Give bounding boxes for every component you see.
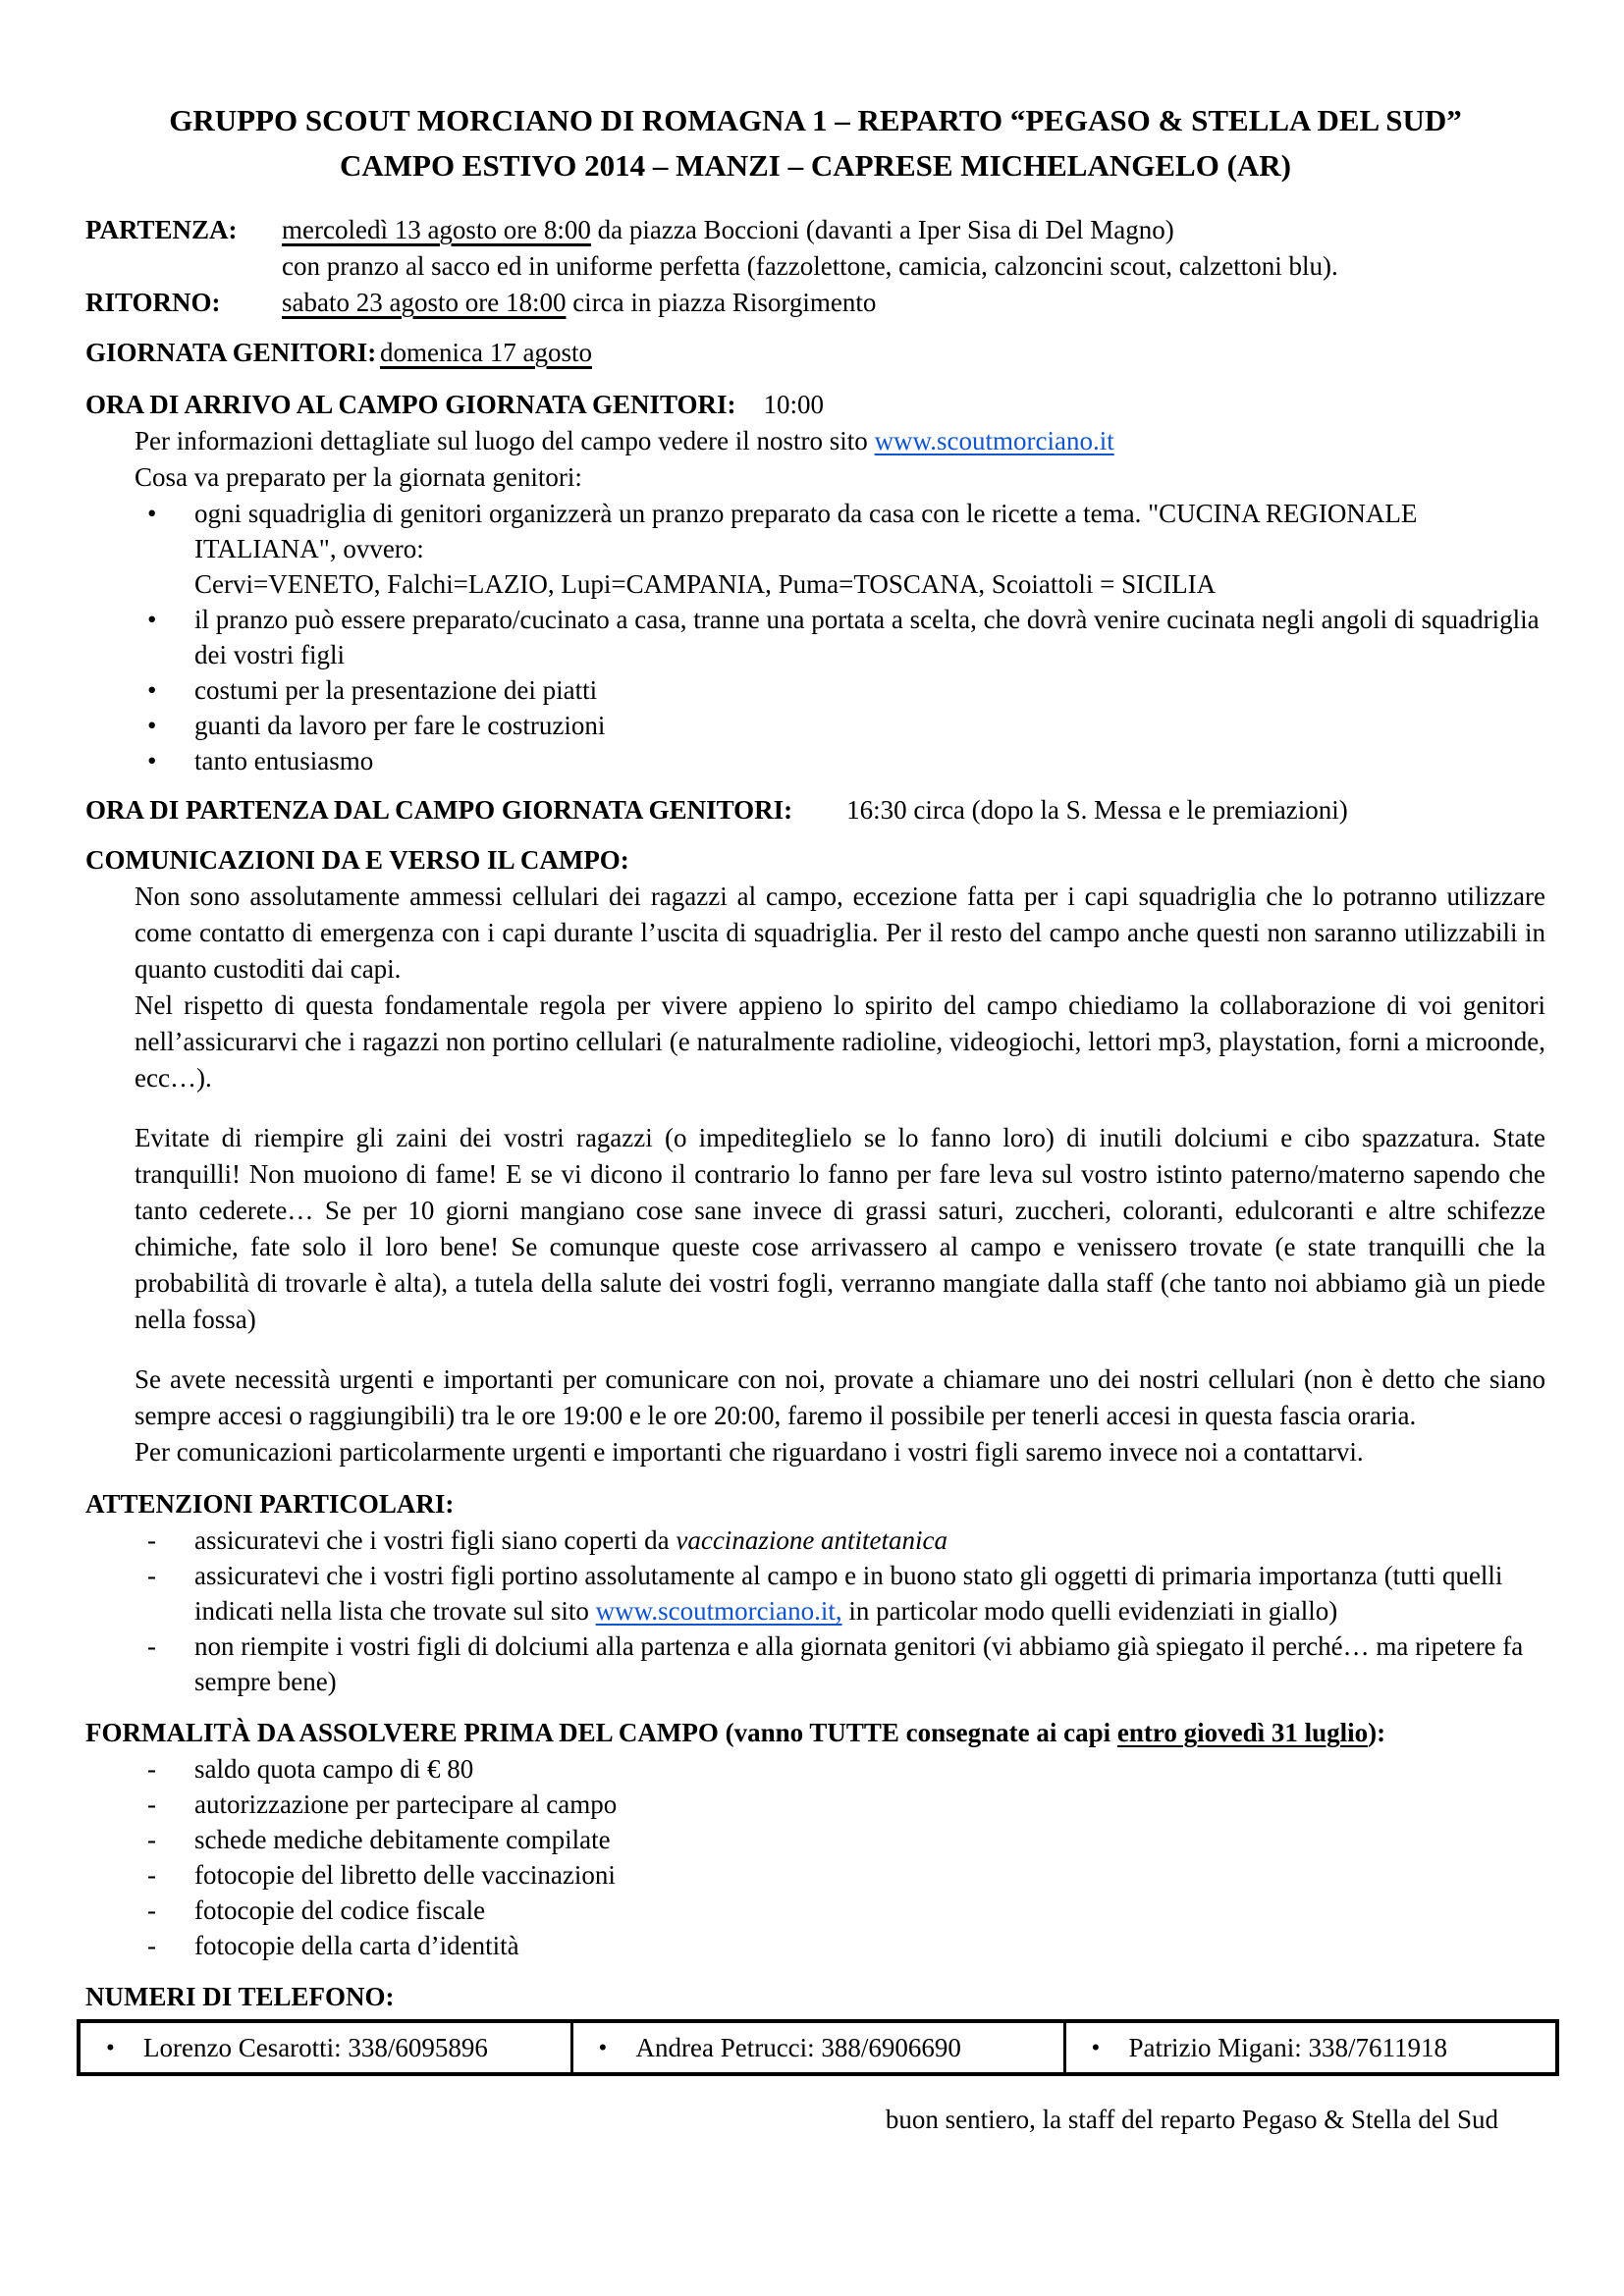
partenza-row-2 [85,248,1545,285]
bullet-text: • costumi per la presentazione dei piatti [194,675,598,705]
title-line-2: CAMPO ESTIVO 2014 – MANZI – CAPRESE MICHELANGELO (AR) [339,148,1292,183]
phone-contact: • Patrizio Migani: 338/7611918 [1066,2030,1556,2066]
list-item: - fotocopie del codice fiscale [147,1893,1545,1928]
scoutmorciano-link[interactable]: www.scoutmorciano.it [874,426,1114,455]
phone-contact: • Andrea Petrucci: 388/6906690 [573,2030,1063,2066]
list-item: - saldo quota campo di € 80 [147,1751,1545,1787]
ritorno-date: sabato 23 agosto ore 18:00 [282,288,567,317]
paragraph: Nel rispetto di questa fondamentale regola per vivere appieno lo spirito del campo chiediamo la collaborazione di voi genitori nell’assicurarvi che i ragazzi non portino cellulari (e naturalmente radioline, videogiochi, lettori mp3, playstation, forni a microonde, ecc…). [135,990,1545,1093]
table-row [79,2021,1557,2074]
arrivo-time: 10:00 [763,390,825,419]
formalita-section [85,1715,1545,1963]
deadline-text: entro giovedì 31 luglio [1116,1718,1369,1747]
list-item [147,1629,1545,1699]
list-item: - assicuratevi che i vostri figli portino assolutamente al campo e in buono stato gli oggetti di primaria importanza (tutti quelli indicati nella lista che trovate sul sito www.scoutmorciano.it, in particolar modo quelli evidenziati in giallo) [147,1558,1545,1629]
document-title [85,98,1545,188]
partenza-campo-heading: ORA DI PARTENZA DAL CAMPO GIORNATA GENITORI: [85,795,793,825]
list-item [147,743,1545,778]
list-item: - assicuratevi che i vostri figli siano coperti da vaccinazione antitetanica [147,1522,1545,1558]
telefoni-heading: NUMERI DI TELEFONO: [85,1982,395,2011]
partenza-value [282,212,1545,248]
giornata-genitori-value: domenica 17 agosto [380,338,592,367]
closing-signature: buon sentiero, la staff del reparto Pegaso & Stella del Sud [885,2105,1498,2134]
dash-text: - non riempite i vostri figli di dolciumi alla partenza e alla giornata genitori (vi abbiamo già spiegato il perché… ma ripetere fa sempre bene) [194,1631,1524,1696]
giornata-genitori-label: GIORNATA GENITORI: [85,338,377,367]
bullet-text-line2: Cervi=VENETO, Falchi=LAZIO, Lupi=CAMPANIA, Puma=TOSCANA, Scoiattoli = SICILIA [194,569,1217,599]
list-item [147,496,1545,602]
italic-text: vaccinazione antitetanica [676,1525,948,1555]
partenza-label: PARTENZA: [85,215,238,244]
partenza-label-spacer [85,248,282,285]
formalita-heading: FORMALITÀ DA ASSOLVERE PRIMA DEL CAMPO (vanno TUTTE consegnate ai capi entro giovedì 31 luglio): [85,1718,1386,1747]
comunicazioni-section [85,842,1545,1470]
list-item: - fotocopie del libretto delle vaccinazioni [147,1857,1545,1893]
formalita-list [147,1751,1545,1963]
phone-contact: • Lorenzo Cesarotti: 338/6095896 [81,2030,570,2066]
ritorno-label: RITORNO: [85,288,221,317]
arrivo-info-line: Per informazioni dettagliate sul luogo del campo vedere il nostro sito www.scoutmorciano.it [135,426,1114,455]
partenza-place: da piazza Boccioni (davanti a Iper Sisa di Del Magno) [590,215,1174,244]
bullet-text: • ogni squadriglia di genitori organizzerà un pranzo preparato da casa con le ricette a tema. "CUCINA REGIONALE ITALIANA", ovvero: [194,499,1418,563]
giornata-genitori-row [85,335,1545,371]
partenza-campo-time: 16:30 circa (dopo la S. Messa e le premiazioni) [846,795,1348,825]
list-item [147,708,1545,743]
partenza-detail: con pranzo al sacco ed in uniforme perfetta (fazzolettone, camicia, calzoncini scout, calzettoni blu). [282,251,1338,281]
bullet-text: • il pranzo può essere preparato/cucinato a casa, tranne una portata a scelta, che dovrà venire cucinata negli angoli di squadriglia dei vostri figli [194,605,1540,669]
attenzioni-heading: ATTENZIONI PARTICOLARI: [85,1489,455,1519]
attenzioni-list [147,1522,1545,1699]
telefoni-section [85,1979,1545,2076]
partenza-campo-row [85,792,1545,828]
title-line-1: GRUPPO SCOUT MORCIANO DI ROMAGNA 1 – REPARTO “PEGASO & STELLA DEL SUD” [169,103,1462,137]
partenza-row [85,212,1545,248]
attenzioni-section [85,1486,1545,1699]
scoutmorciano-link[interactable]: www.scoutmorciano.it, [595,1596,842,1626]
phone-table [77,2019,1559,2076]
ritorno-value [282,285,1545,321]
bullet-text: • tanto entusiasmo [194,746,374,775]
prep-bullet-list [147,496,1545,778]
list-item [147,672,1545,708]
partenza-date: mercoledì 13 agosto ore 8:00 [282,215,591,244]
paragraph: Evitate di riempire gli zaini dei vostri ragazzi (o impediteglielo se lo fanno loro) di inutili dolciumi e cibo spazzatura. State tranquilli! Non muoiono di fame! E se vi dicono il contrario lo fanno per fare leva sul vostro istinto paterno/materno sapendo che tanto cederete… Se per 10 giorni mangiano cose sane invece di grassi saturi, zuccheri, coloranti, edulcoranti e altre schifezze chimiche, fate solo il loro bene! Se comunque queste cose arrivassero al campo e venissero trovate (e state tranquilli che la probabilità di trovarle è alta), a tutela della salute dei vostri fogli, verranno mangiate dalla staff (che tanto noi abbiamo già un piede nella fossa) [135,1123,1545,1334]
ritorno-place: circa in piazza Risorgimento [566,288,877,317]
list-item: - autorizzazione per partecipare al campo [147,1787,1545,1822]
prep-intro: Cosa va preparato per la giornata genitori: [135,462,582,492]
list-item: - fotocopie della carta d’identità [147,1928,1545,1963]
paragraph: Per comunicazioni particolarmente urgenti e importanti che riguardano i vostri figli saremo invece noi a contattarvi. [135,1437,1364,1467]
ritorno-row [85,285,1545,321]
arrivo-heading: ORA DI ARRIVO AL CAMPO GIORNATA GENITORI: [85,390,736,419]
bullet-text: • guanti da lavoro per fare le costruzioni [194,711,606,740]
paragraph: Se avete necessità urgenti e importanti per comunicare con noi, provate a chiamare uno dei nostri cellulari (non è detto che siano sempre accesi o raggiungibili) tra le ore 19:00 e le ore 20:00, faremo il possibile per tenerli accesi in questa fascia oraria. [135,1364,1545,1430]
paragraph: Non sono assolutamente ammessi cellulari dei ragazzi al campo, eccezione fatta per i capi squadriglia che lo potranno utilizzare come contatto di emergenza con i capi durante l’uscita di squadriglia. Per il resto del campo anche questi non saranno utilizzabili in quanto custoditi dai capi. [135,881,1545,984]
list-item [147,602,1545,672]
comunicazioni-heading: COMUNICAZIONI DA E VERSO IL CAMPO: [85,845,629,875]
arrivo-section [85,387,1545,778]
arrivo-heading-row [85,387,1545,423]
list-item: - schede mediche debitamente compilate [147,1822,1545,1857]
